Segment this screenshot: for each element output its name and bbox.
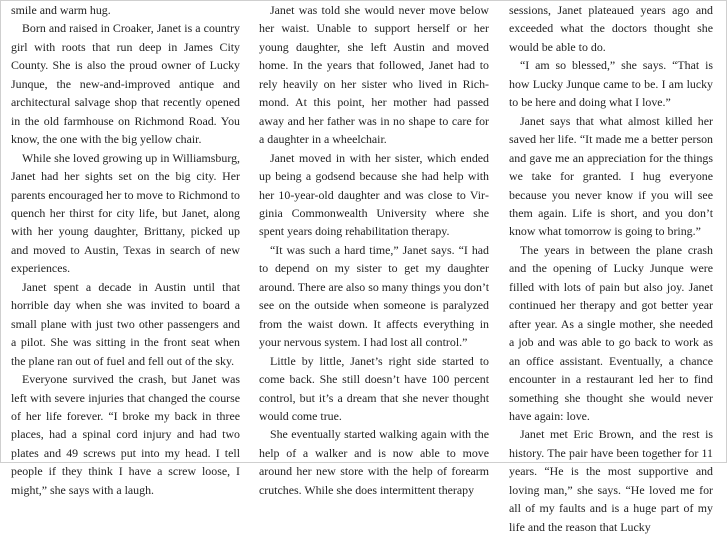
paragraph: Janet was told she would never move below her waist. Unable to support herself or her young daughter, she left Austin and moved home. In the years that followed, Janet had to rely heavily on her sister who lived in Richmond. At this point, her mother had passed away and her father was in no shape to care for a daughter in a wheelchair. xyxy=(259,3,489,147)
paragraph: Everyone survived the crash, but Janet was left with severe injuries that changed the course of her life forever. “I broke my back in three places, had a spinal cord injury and had two plates and 49 screws put into my head. I tell people if they think I have a screw loose, I might,” she says with a laugh. xyxy=(11,372,240,497)
paragraph: smile and warm hug. xyxy=(11,3,111,17)
text-column-2 xyxy=(259,1,489,497)
paragraph: The years in between the plane crash and the opening of Lucky Junque were filled with lots of pain but also joy. Janet continued her therapy and got better year after year. As a single mother, she needed a job and was able to go back to work as an office assistant. Eventually, a chance encounter in a restaurant led her to find something she thought she would never have again: love. xyxy=(509,242,713,423)
paragraph: “I am so blessed,” she says. “That is how Lucky Junque came to be. I am lucky to be here and doing what I love.” xyxy=(509,58,713,110)
paragraph: “It was such a hard time,” Janet says. “I had to depend on my sister to get my daughter around. There are also so many things you don’t see on the outside when someone is paralyzed from the waist down. It affects everything in your nervous system. I had lost all control.” xyxy=(259,242,489,350)
paragraph: Janet says that what almost killed her saved her life. “It made me a better person and gave me an appreciation for the things we take for granted. I hug everyone because you never know if you will see them again. Life is short, and you don’t know what tomorrow is going to bring.” xyxy=(509,113,713,239)
paragraph: Janet spent a decade in Austin until that horrible day when she was invited to board a small plane with just two other passengers and a pilot. She was sitting in the front seat when the plane ran out of fuel and fell out of the sky. xyxy=(11,279,240,368)
paragraph: Born and raised in Croaker, Janet is a country girl with roots that run deep in James City County. She is also the proud owner of Lucky Junque, the new-and-improved antique and architectural salvage shop that recently opened in the old farmhouse on Richmond Road. You know, the one with the big yellow chair. xyxy=(11,21,240,147)
paragraph: sessions, Janet plateaued years ago and exceeded what the doctors thought she would be able to do. xyxy=(509,3,713,54)
paragraph: She eventually started walking again with the help of a walker and is now able to move around her new store with the help of forearm crutches. While she does intermittent therapy xyxy=(259,427,489,497)
paragraph: Janet met Eric Brown, and the rest is history. The pair have been together for 11 years. “He is the most supportive and loving man,” she says. “He loved me for all of my faults and is a huge part of my life and the reason that Lucky xyxy=(509,427,713,534)
paragraph: While she loved growing up in Williamsburg, Janet had her sights set on the big city. Her parents encouraged her to move to Richmond to quench her thirst for city life, but Janet, along with her young daughter, Brittany, picked up and moved to Austin, Texas in search of new experiences. xyxy=(11,150,240,276)
text-column-3 xyxy=(509,1,713,534)
paragraph: Janet moved in with her sister, which ended up being a godsend because she had help with her 10-year-old daughter and was close to Virginia Commonwealth University where she spent years doing rehabilitation therapy. xyxy=(259,150,489,239)
text-column-1 xyxy=(11,1,240,497)
paragraph: Little by little, Janet’s right side started to come back. She still doesn’t have 100 percent control, but it’s a dream that she never thought would come true. xyxy=(259,353,489,423)
